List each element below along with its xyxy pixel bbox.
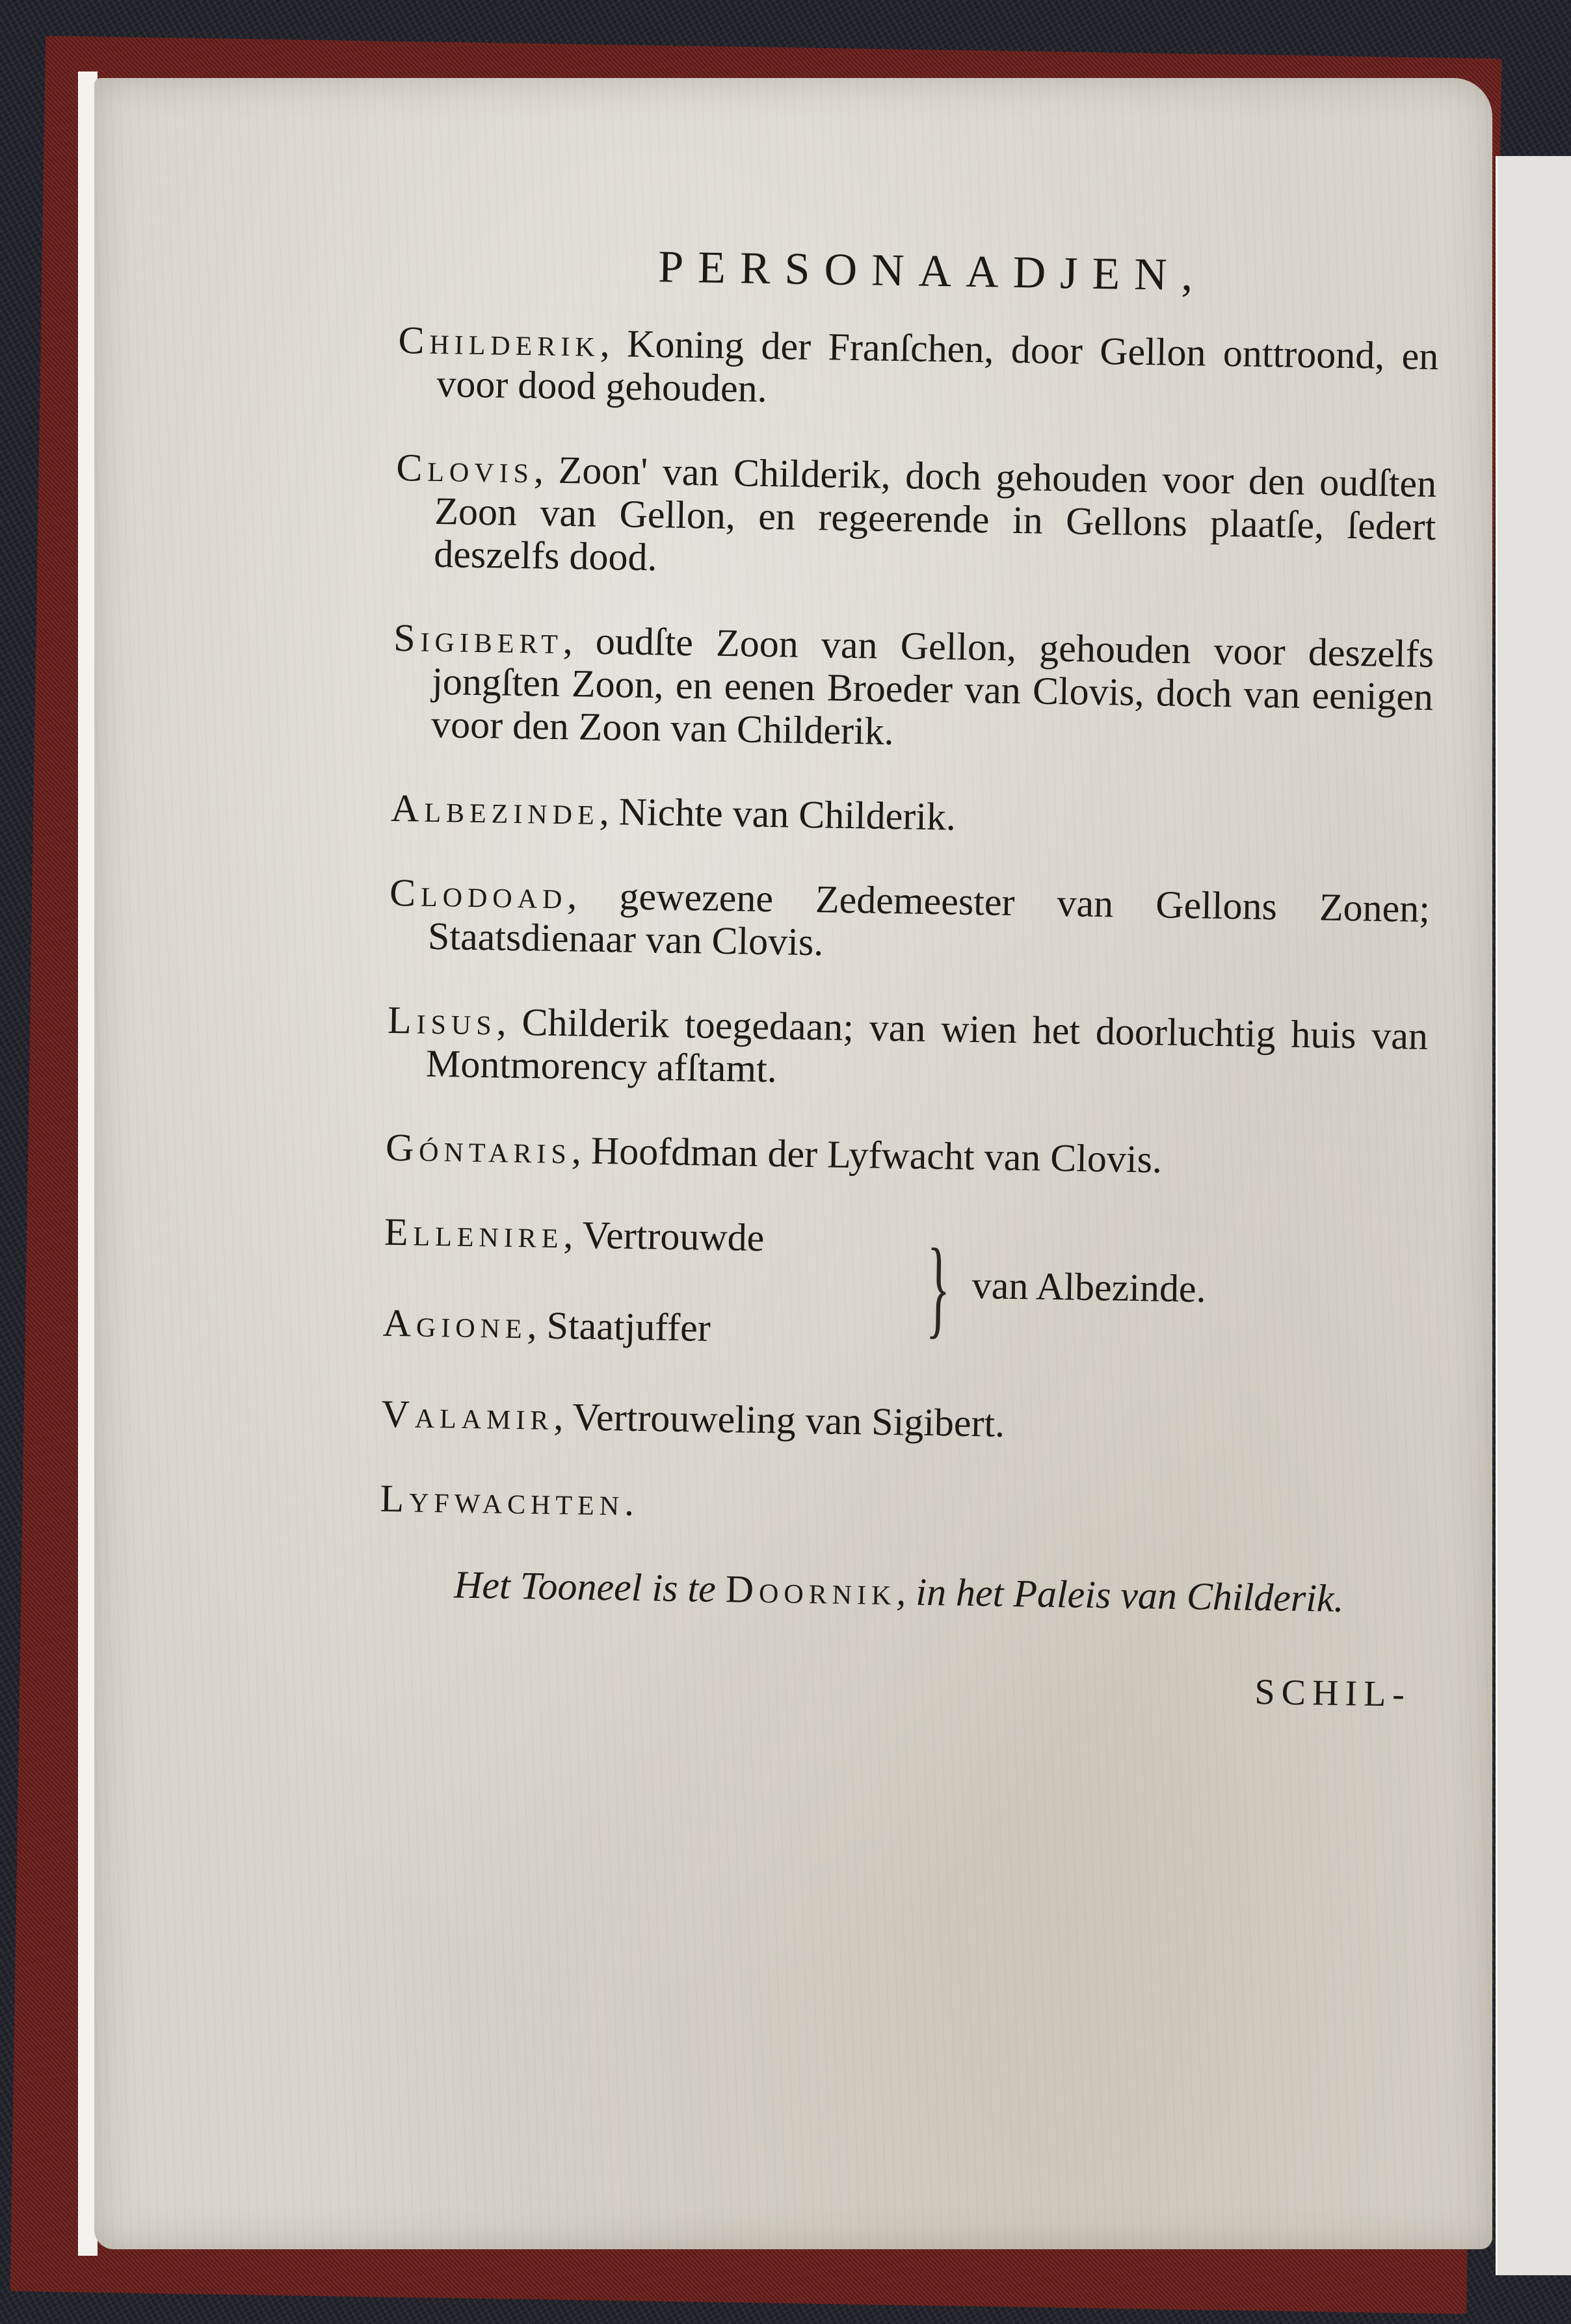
setting-prefix: Het Tooneel is te <box>453 1563 726 1611</box>
character-description: , Vertrouweling van Sigibert. <box>553 1394 1005 1445</box>
character-name: Ellenire <box>384 1210 564 1257</box>
character-name: Childerik <box>397 318 601 365</box>
character-entry <box>392 616 1434 761</box>
dramatis-personae <box>377 237 1440 1716</box>
character-name: Lisus <box>387 998 497 1043</box>
character-description: , Staatjuffer <box>527 1303 711 1350</box>
character-entry <box>380 1477 1421 1536</box>
shared-description: van Albezinde. <box>971 1264 1207 1311</box>
curly-brace-icon: } <box>925 1225 951 1349</box>
page-title: PERSONAADJEN, <box>657 242 1208 301</box>
character-description: , Hoofdman der Lyfwacht van Clovis. <box>571 1129 1163 1181</box>
character-name: Valamir <box>381 1392 555 1438</box>
character-description: . <box>624 1480 635 1524</box>
character-description: , Vertrouwde <box>563 1213 765 1259</box>
character-name: Lyfwachten <box>380 1476 625 1524</box>
setting-suffix: , in het Paleis van Childerik. <box>895 1570 1345 1621</box>
scene-setting <box>378 1561 1419 1622</box>
character-name: Albezinde <box>390 786 600 833</box>
character-entry <box>384 1210 764 1259</box>
character-entry <box>381 1392 1422 1452</box>
character-name: Clodoad <box>389 870 568 917</box>
character-name: Agione <box>382 1301 528 1347</box>
character-entry <box>389 871 1431 973</box>
character-entry <box>397 319 1439 421</box>
character-entry <box>391 787 1432 846</box>
character-entry <box>382 1301 711 1350</box>
character-description: , Nichte van Childerik. <box>599 789 957 839</box>
character-name: Sigibert <box>393 616 564 662</box>
character-description: , oudſte Zoon van Gellon, gehouden voor deszelfs jongſten Zoon, en eenen Broeder van Clovis, doch van eenigen voor den Zoon van Childerik. <box>430 619 1434 753</box>
character-entry <box>395 446 1437 591</box>
character-entry <box>387 999 1429 1101</box>
character-name: Clovis <box>395 445 535 491</box>
catchword: SCHIL- <box>1254 1671 1412 1715</box>
character-description: , Childerik toegedaan; van wien het doorluchtig huis van Montmorency afſtamt. <box>425 1000 1429 1091</box>
character-entry <box>385 1126 1426 1185</box>
setting-place: Doornik <box>725 1567 897 1613</box>
character-description: , Koning der Franſchen, door Gellon onttroond, en voor dood gehouden. <box>436 321 1439 410</box>
facing-page-edge <box>1496 156 1571 2275</box>
character-description: , Zoon' van Childerik, doch gehouden voor den oudſten Zoon van Gellon, en regeerende in Gellons plaatſe, ſedert deszelfs dood. <box>433 448 1437 579</box>
character-name: Góntaris <box>385 1125 572 1172</box>
character-description: , gewezene Zedemeester van Gellons Zonen; Staatsdienaar van Clovis. <box>427 874 1431 964</box>
attendants-group <box>382 1210 1425 1363</box>
